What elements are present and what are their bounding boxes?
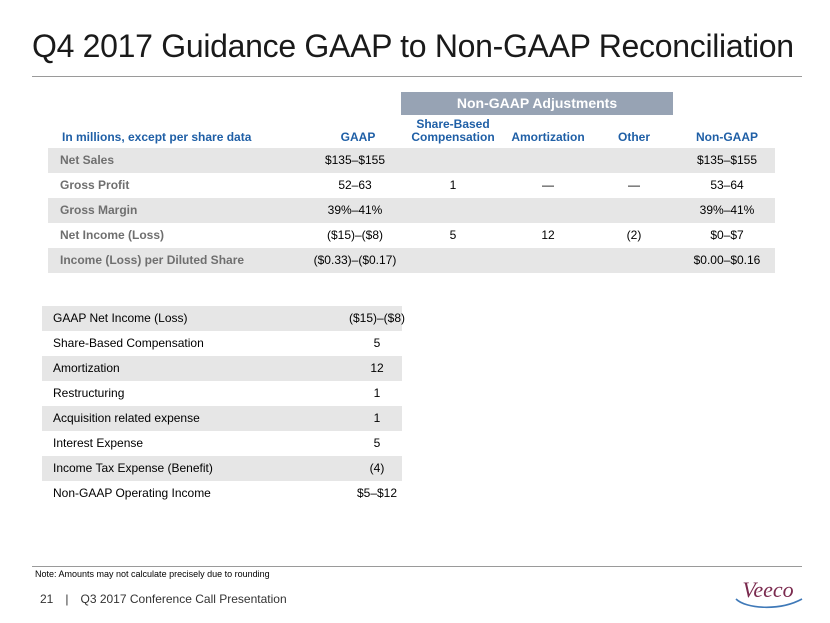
cell-gaap: ($15)–($8) (326, 228, 384, 242)
cell-non-gaap: $0–$7 (710, 228, 744, 242)
row-value: 1 (373, 386, 381, 400)
cell-sbc: 1 (449, 178, 457, 192)
row-label: Net Sales (60, 153, 115, 167)
presentation-title: Q3 2017 Conference Call Presentation (80, 592, 287, 606)
header-amortization: Amortization (511, 130, 585, 144)
row-label: Income (Loss) per Diluted Share (60, 253, 245, 267)
header-other: Other (617, 130, 650, 144)
row-value: 5 (373, 436, 381, 450)
header-share-based: Share-Based (416, 117, 490, 131)
table-row (48, 148, 775, 173)
cell-gaap: ($0.33)–($0.17) (313, 253, 397, 267)
cell-amortization: 12 (541, 228, 555, 242)
table-row (42, 481, 402, 506)
non-gaap-adjustments-band: Non-GAAP Adjustments (401, 92, 673, 115)
table-row (42, 356, 402, 381)
cell-gaap: 52–63 (338, 178, 372, 192)
table-row (48, 223, 775, 248)
row-label: Gross Margin (60, 203, 138, 217)
row-label: Income Tax Expense (Benefit) (53, 461, 213, 475)
table-row (48, 173, 775, 198)
row-label: Share-Based Compensation (53, 336, 204, 350)
table-row (48, 198, 775, 223)
slide-footer (40, 592, 287, 606)
row-value: 5 (373, 336, 381, 350)
row-label: Interest Expense (53, 436, 144, 450)
header-gaap: GAAP (340, 130, 376, 144)
page-title: Q4 2017 Guidance GAAP to Non-GAAP Reconciliation (32, 28, 794, 64)
table-row (42, 331, 402, 356)
table-row (42, 381, 402, 406)
table-row (48, 248, 775, 273)
table-row (42, 431, 402, 456)
cell-other: — (628, 178, 640, 192)
row-label: Net Income (Loss) (60, 228, 165, 242)
header-non-gaap: Non-GAAP (696, 130, 758, 144)
header-label: In millions, except per share data (62, 130, 252, 144)
header-compensation: Compensation (411, 130, 495, 144)
cell-non-gaap: 53–64 (710, 178, 744, 192)
table-row (42, 306, 406, 331)
title-divider (32, 76, 802, 77)
footer-divider (32, 566, 802, 567)
cell-gaap: 39%–41% (327, 203, 383, 217)
svg-text:Veeco: Veeco (742, 577, 794, 602)
cell-non-gaap: $135–$155 (696, 153, 758, 167)
page-number: 21 (40, 592, 54, 606)
cell-sbc: 5 (449, 228, 457, 242)
cell-gaap: $135–$155 (324, 153, 386, 167)
row-label: GAAP Net Income (Loss) (53, 311, 188, 325)
row-label: Restructuring (53, 386, 125, 400)
row-value: (4) (369, 461, 385, 475)
row-label: Acquisition related expense (53, 411, 200, 425)
cell-other: (2) (626, 228, 642, 242)
row-label: Non-GAAP Operating Income (53, 486, 211, 500)
cell-non-gaap: 39%–41% (699, 203, 755, 217)
rounding-note: Note: Amounts may not calculate precisely due to rounding (35, 569, 270, 579)
row-label: Amortization (53, 361, 120, 375)
cell-non-gaap: $0.00–$0.16 (693, 253, 761, 267)
table-row (42, 456, 402, 481)
row-value: 12 (370, 361, 384, 375)
table-row (42, 406, 402, 431)
veeco-logo (728, 573, 808, 613)
row-value: 1 (373, 411, 381, 425)
row-label: Gross Profit (60, 178, 130, 192)
row-value: ($15)–($8) (348, 311, 406, 325)
cell-amortization: — (542, 178, 554, 192)
footer-separator: | (65, 592, 69, 606)
row-value: $5–$12 (356, 486, 398, 500)
